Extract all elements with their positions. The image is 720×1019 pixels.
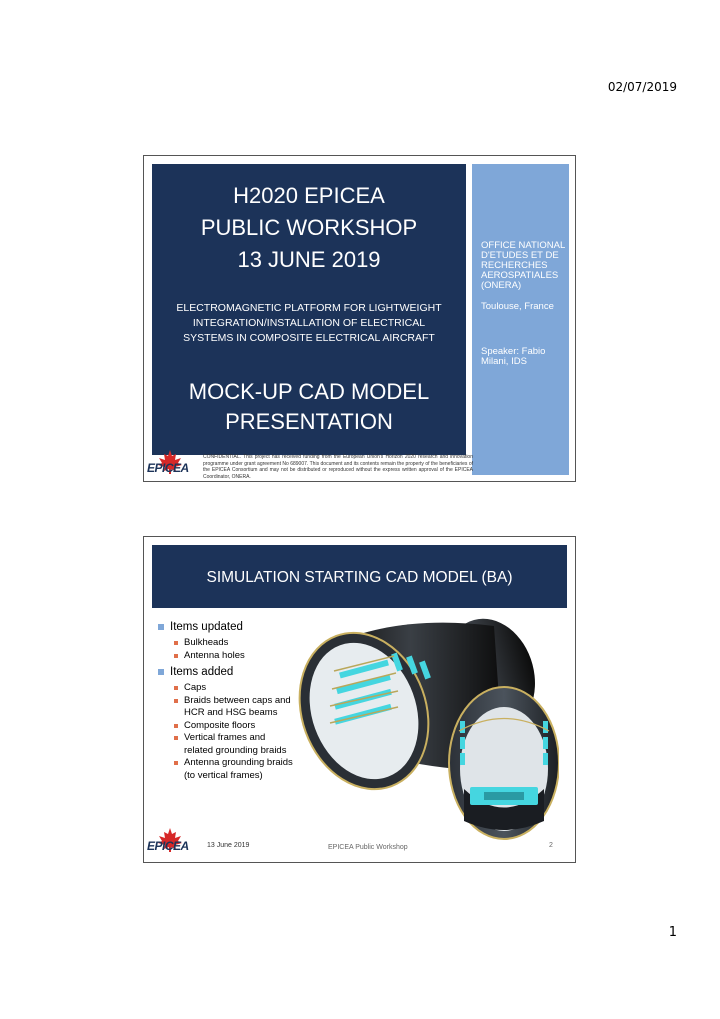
- cad-model-image: [294, 611, 559, 841]
- location: Toulouse, France: [481, 301, 554, 312]
- subtitle-line: INTEGRATION/INSTALLATION OF ELECTRICAL: [192, 317, 426, 329]
- talk-title: [152, 377, 466, 437]
- organization: OFFICE NATIONAL D'ETUDES ET DE RECHERCHES AEROSPATIALES (ONERA): [481, 240, 565, 291]
- list-item: Antenna grounding braids (to vertical frames): [156, 757, 296, 782]
- title-line: H2020 EPICEA: [233, 183, 385, 208]
- subtitle-line: SYSTEMS IN COMPOSITE ELECTRICAL AIRCRAFT: [183, 332, 435, 344]
- list-item: Bulkheads: [156, 637, 296, 650]
- page-date: 02/07/2019: [607, 80, 677, 94]
- list-item: Braids between caps and HCR and HSG beams: [156, 695, 296, 720]
- bullet-list: [156, 619, 296, 782]
- list-item: Vertical frames and related grounding braids: [156, 732, 296, 757]
- section-items-updated: Items updated: [156, 619, 296, 635]
- slide-1: [143, 155, 576, 482]
- footer-page-number: 2: [549, 842, 553, 849]
- footer-title: EPICEA Public Workshop: [328, 844, 408, 851]
- logo-text: EPICEA: [147, 839, 189, 853]
- title-line: 13 JUNE 2019: [237, 247, 381, 272]
- section-items-added: Items added: [156, 664, 296, 680]
- list-item: Antenna holes: [156, 650, 296, 663]
- list-item: Composite floors: [156, 720, 296, 733]
- slide-2: [143, 536, 576, 863]
- project-subtitle: [164, 301, 454, 346]
- speaker: Speaker: Fabio Milani, IDS: [481, 346, 546, 367]
- subtitle-line: ELECTROMAGNETIC PLATFORM FOR LIGHTWEIGHT: [176, 302, 442, 314]
- epicea-logo: [147, 449, 193, 485]
- epicea-logo: [147, 827, 193, 863]
- page-number: 1: [668, 925, 677, 940]
- logo-text: EPICEA: [147, 461, 189, 475]
- info-sidebar: [472, 164, 569, 475]
- title-line: PUBLIC WORKSHOP: [200, 215, 418, 240]
- title-panel: [152, 164, 466, 455]
- slide-header: [152, 545, 567, 608]
- slide-title: SIMULATION STARTING CAD MODEL (BA): [206, 569, 513, 586]
- talk-title-line: PRESENTATION: [225, 409, 393, 434]
- presentation-title: [152, 180, 466, 276]
- list-item: Caps: [156, 682, 296, 695]
- footer-date: 13 June 2019: [207, 842, 250, 849]
- confidential-notice: CONFIDENTIAL. This project has received funding from the European Union's Horizon 2020 research and innovation programme under grant agreement No 689007. This document and its contents remain the property of the beneficiaries of the EPICEA Consortium and may not be distributed or reproduced without the express written approval of the EPICEA Coordinator, ONERA.: [203, 454, 473, 480]
- talk-title-line: MOCK-UP CAD MODEL: [188, 379, 430, 404]
